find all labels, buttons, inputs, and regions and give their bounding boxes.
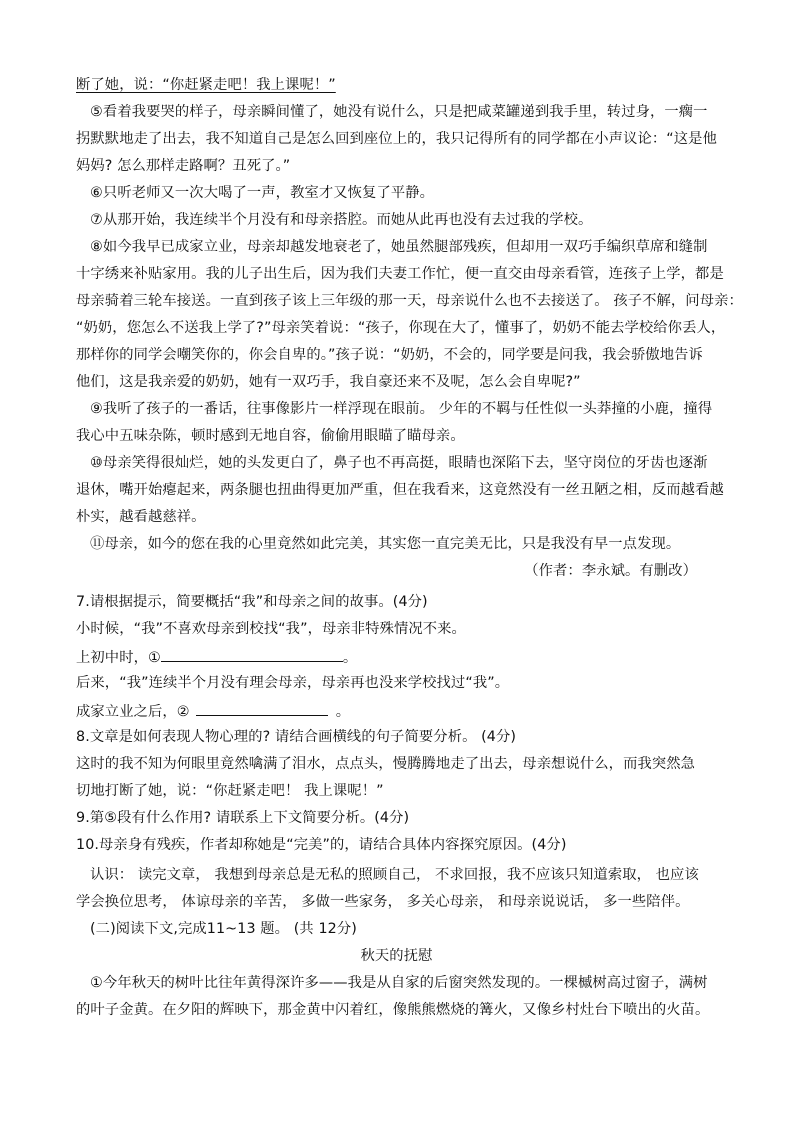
question-8-quote-line-2: 切地打断了她，说：“你赶紧走吧！ 我上课呢！”	[76, 783, 384, 799]
hint-4-suffix: 。	[335, 704, 351, 720]
question-7-hint-2	[76, 647, 726, 667]
text-line-underlined: 断了她，说：“你赶紧走吧！我上课呢！”	[76, 77, 336, 93]
hint-4-prefix: 成家立业之后，②	[76, 704, 190, 720]
question-10: 10.母亲身有残疾，作者却称她是“完美”的，请结合具体内容探究原因。(4分)	[76, 837, 567, 853]
article-title: 秋天的抚慰	[360, 948, 433, 964]
paragraph-5-line-1: ⑤看着我要哭的样子，母亲瞬间懂了，她没有说什么，只是把咸菜罐递到我手里，转过身，一瘸一	[90, 104, 708, 120]
paragraph-5-line-2: 拐默默地走了出去，我不知道自己是怎么回到座位上的，我只记得所有的同学都在小声议论：“这是他	[76, 131, 717, 147]
paragraph-8-line-4: “奶奶，您怎么不送我上学了?”母亲笑着说：“孩子，你现在大了，懂事了，奶奶不能去学校给你丢人，	[76, 320, 726, 336]
paragraph-8-line-2: 十字绣来补贴家用。我的儿子出生后，因为我们夫妻工作忙，便一直交由母亲看管，连孩子上学，都是	[76, 266, 724, 282]
paragraph-6: ⑥只听老师又一次大喝了一声，教室才又恢复了平静。	[90, 185, 435, 201]
answer-line-1: 认识： 读完文章， 我想到母亲总是无私的照顾自己， 不求回报，我不应该只知道索取， 也应该	[90, 867, 699, 883]
paragraph-5-line-3: 妈妈? 怎么那样走路啊？丑死了。”	[76, 158, 291, 174]
question-8-quote-line-1: 这时的我不知为何眼里竟然噙满了泪水，点点头，慢腾腾地走了出去，母亲想说什么，而我突然急	[76, 756, 696, 772]
answer-line-2: 学会换位思考， 体谅母亲的辛苦， 多做一些家务， 多关心母亲， 和母亲说说话， 多一些陪伴。	[76, 894, 690, 910]
answer-blank-1[interactable]	[161, 647, 343, 662]
paragraph-8-line-5: 那样你的同学会嘲笑你的，你会自卑的。”孩子说：“奶奶，不会的，同学要是问我，我会骄傲地告诉	[76, 347, 703, 363]
paragraph-8-line-3: 母亲骑着三轮车接送。一直到孩子该上三年级的那一天，母亲说什么也不去接送了。 孩子不解，问母亲：	[76, 293, 743, 309]
paragraph-8-line-6: 他们，这是我亲爱的奶奶，她有一双巧手，我自豪还来不及呢，怎么会自卑呢?”	[76, 374, 581, 390]
paragraph-11: ⑪母亲，如今的您在我的心里竟然如此完美，其实您一直完美无比，只是我没有早一点发现。	[90, 536, 681, 552]
paragraph-8-line-1: ⑧如今我早已成家立业，母亲却越发地衰老了，她虽然腿部残疾，但却用一双巧手编织草席和缝制	[90, 239, 708, 255]
question-7-hint-4	[76, 701, 726, 721]
section-2-heading: (二)阅读下文,完成11~13 题。 (共 12分)	[90, 921, 357, 937]
paragraph-10-line-2: 退休，嘴开始瘪起来，两条腿也扭曲得更加严重，但在我看来，这竟然没有一丝丑陋之相，反而越看越	[76, 482, 724, 498]
hint-2-suffix: 。	[342, 650, 358, 666]
answer-blank-2[interactable]	[196, 701, 328, 716]
paragraph-9-line-2: 我心中五味杂陈，顿时感到无地自容，偷偷用眼瞄了瞄母亲。	[76, 428, 465, 444]
paragraph-7: ⑦从那开始，我连续半个月没有和母亲搭腔。而她从此再也没有去过我的学校。	[90, 212, 593, 228]
author-note: （作者：李永斌。有删改）	[524, 563, 697, 579]
question-7-hint-3: 后来，“我”连续半个月没有理会母亲，母亲再也没来学校找过“我”。	[76, 675, 510, 691]
question-9: 9.第⑤段有什么作用? 请联系上下文简要分析。(4分)	[76, 810, 410, 826]
article-paragraph-1-line-2: 的叶子金黄。在夕阳的辉映下，那金黄中闪着红，像熊熊燃烧的篝火，又像乡村灶台下喷出的火苗。	[76, 1002, 710, 1018]
hint-2-prefix: 上初中时，①	[76, 650, 161, 666]
paragraph-10-line-1: ⑩母亲笑得很灿烂，她的头发更白了，鼻子也不再高挺，眼睛也深陷下去，坚守岗位的牙齿也逐渐	[90, 455, 708, 471]
question-7-hint-1: 小时候，“我”不喜欢母亲到校找“我”，母亲非特殊情况不来。	[76, 621, 466, 637]
paragraph-9-line-1: ⑨我听了孩子的一番话，往事像影片一样浮现在眼前。 少年的不羁与任性似一头莽撞的小鹿，撞得	[90, 401, 713, 417]
article-paragraph-1-line-1: ①今年秋天的树叶比往年黄得深许多——我是从自家的后窗突然发现的。一棵槭树高过窗子，满树	[90, 975, 708, 991]
paragraph-10-line-3: 朴实，越看越慈祥。	[76, 509, 206, 525]
question-8: 8.文章是如何表现人物心理的? 请结合画横线的句子简要分析。 (4分)	[76, 729, 517, 745]
question-7: 7.请根据提示，简要概括“我”和母亲之间的故事。(4分)	[76, 594, 428, 610]
